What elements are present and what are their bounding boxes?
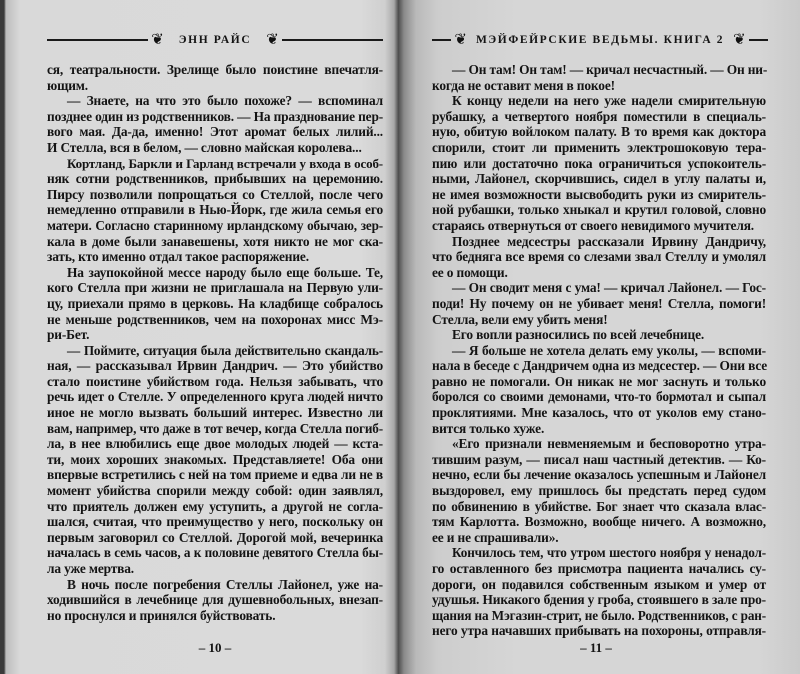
floral-ornament-icon: ❦: [151, 31, 164, 48]
text-line: момент убийства спорили между собой: один заявлял,: [47, 483, 383, 499]
text-line: речь идет о Стелле. У определенного круга людей ничто: [47, 389, 383, 405]
text-line: кала в доме были занавешены, хотя никто не мог ска-: [47, 233, 383, 249]
header-rule: [749, 39, 768, 41]
text-line: иное не могло вызвать больший интерес. Известно ли: [47, 405, 383, 421]
text-line: ти, моих хороших знакомых. Представляете! Оба они: [47, 451, 383, 467]
text-line: ла, в нее влюбились еще двое молодых людей — кста-: [47, 436, 383, 452]
body-text: [432, 62, 766, 639]
text-line: равно не помогали. Он никак не мог заснуть и только: [432, 373, 766, 389]
text-line: Кончилось тем, что утром шестого ноября у ненадол-: [452, 545, 766, 561]
text-line: Кортланд, Баркли и Гарланд встречали у входа в особ-: [67, 155, 383, 171]
text-line: — Он сводит меня с ума! — кричал Лайонел. — Гос-: [452, 280, 766, 296]
text-line: кого Стелла при жизни не приглашала на Первую ули-: [47, 280, 383, 296]
text-line: — Он там! Он там! — кричал несчастный. — Он ни-: [452, 62, 768, 77]
right-page: [398, 0, 800, 674]
text-line: шался, считая, что преимущество у него, поскольку он: [47, 514, 383, 530]
text-line: ри-Бет.: [47, 327, 90, 343]
text-line: впервые встретились с ней на том приеме и едва ли не в: [47, 467, 383, 483]
text-line: позднее один из родственников. — На празднование пер-: [47, 108, 384, 124]
header-title: ЭНН РАЙС: [178, 34, 252, 46]
text-line: не имея возможности высвободить руки из смиритель-: [432, 186, 766, 202]
header-rule: [47, 39, 148, 41]
text-line: К концу недели на него уже надели смирительную: [452, 93, 766, 109]
header-rule: [282, 39, 383, 41]
text-line: Его вопли разносились по всей лечебнице.: [452, 327, 705, 343]
text-line: матери. Согласно старинному ирландскому обычаю, зер-: [47, 217, 383, 233]
text-line: Позднее медсестры рассказали Ирвину Дандричу,: [452, 233, 766, 249]
text-line: ной рубашки, только хныкал и крутил головой, словно: [432, 202, 766, 218]
text-line: ла уже мертва.: [47, 561, 134, 576]
text-line: нечно, если бы лечение оказалось успешным и Лайонел: [432, 467, 766, 483]
text-line: началась в семь часов, а к половине девятого Стелла бы-: [47, 545, 383, 561]
text-line: дороги, он подавился собственным языком и умер от: [432, 576, 766, 592]
text-line: го оставленного без присмотра пациента начались су-: [432, 561, 766, 576]
floral-ornament-icon: ❦: [733, 31, 746, 48]
text-line: спорили, стоит ли применить электрошоковую тера-: [432, 139, 766, 155]
text-line: В ночь после погребения Стеллы Лайонел, уже на-: [67, 576, 383, 592]
text-line: тившим разум, — писал наш частный детектив. — Ко-: [432, 451, 766, 467]
text-line: — Я больше не хотела делать ему уколы, — вспоми-: [452, 342, 766, 358]
page-number: – 11 –: [580, 640, 612, 655]
text-line: няк сотни родственников, прибывших на церемонию.: [47, 171, 383, 187]
text-line: Стелла, вели ему убить меня!: [432, 311, 608, 327]
text-line: — Поймите, ситуация была действительно скандаль-: [67, 342, 383, 358]
text-line: «Его признали невменяемым и бесповоротно утра-: [452, 436, 766, 452]
text-line: ная, — рассказывал Ирвин Дандрич. — Это убийство: [47, 358, 383, 374]
header-title: МЭЙФЕЙРСКИЕ ВЕДЬМЫ. КНИГА 2: [475, 34, 725, 46]
text-line: ходившийся в лечебнице для душевнобольных, внезап-: [47, 592, 383, 608]
floral-ornament-icon: ❦: [266, 31, 279, 48]
text-line: щания на Мэгазин-стрит, не было. Родственников, с ран-: [432, 607, 766, 623]
text-line: поди! Ну почему он не убивает меня! Стелла, помоги!: [432, 295, 766, 311]
running-header: [47, 30, 383, 50]
text-line: вам, например, что даже в тот вечер, когда Стелла погиб-: [47, 420, 383, 436]
text-line: что приятель должен ему уступить, а другой не согла-: [47, 498, 383, 514]
page-number: – 10 –: [198, 640, 232, 655]
text-line: ными, Лайонел, скорчившись, сидел в углу палаты и,: [432, 171, 766, 187]
text-line: немедленно отправили в Нью-Йорк, где жила семья его: [47, 202, 383, 218]
floral-ornament-icon: ❦: [454, 31, 467, 48]
text-line: цу, приехали прямо в церковь. На кладбище собралось: [47, 295, 383, 311]
text-line: удушья. Никакого бдения у гроба, стоявшего в зале про-: [432, 592, 766, 608]
header-rule: [432, 39, 451, 41]
text-line: тям Карлотта. Возможно, вообще ничего. А возможно,: [432, 514, 766, 530]
text-line: ее и не спрашивали».: [432, 529, 559, 545]
text-line: ся, театральности. Зрелище было поистине впечатля-: [47, 62, 383, 77]
text-line: На заупокойной мессе народу было еще больше. Те,: [67, 264, 383, 280]
text-line: стало поистине убийством года. Нельзя забывать, что: [47, 373, 383, 389]
text-line: не меньше родственников, чем на похоронах мисс Мэ-: [47, 311, 383, 327]
text-line: него утра начавших прибывать на похороны, отправля-: [432, 623, 766, 639]
text-line: рубашку, а четвертого ноября поместили в специаль-: [432, 108, 766, 124]
left-page: [0, 0, 398, 674]
text-line: Пирсу позволили попрощаться со Стеллой, после чего: [47, 186, 383, 202]
text-line: пию или достаточно пока ограничиться успокоитель-: [432, 155, 766, 171]
text-line: боролся со своими демонами, что-то бормотал и сыпал: [432, 389, 766, 405]
text-line: когда не оставит меня в покое!: [432, 77, 615, 93]
text-line: И Стелла, вся в белом, — словно майская королева...: [47, 139, 362, 155]
text-line: зать, кто именно отдал такое распоряжение.: [47, 249, 309, 265]
text-line: ющим.: [47, 77, 88, 93]
text-line: но проснулся и принялся буйствовать.: [47, 607, 276, 623]
text-line: ее о помощи.: [432, 264, 508, 280]
text-line: проклятиями. Мне казалось, что от уколов ему стано-: [432, 405, 766, 421]
text-line: выздоровел, ему пришлось бы предстать перед судом: [432, 483, 766, 499]
text-line: вого мая. Да-да, именно! Этот аромат белых лилий...: [47, 124, 383, 140]
text-line: ную, обитую войлоком палату. В то время как доктора: [432, 124, 766, 140]
text-line: — Знаете, на что это было похоже? — вспоминал: [67, 93, 383, 109]
text-line: стараясь отвернуться от своего невидимого мучителя.: [432, 217, 755, 233]
text-line: нала в беседе с Дандричем одна из медсестер. — Они все: [432, 358, 768, 374]
text-line: по обвинению в убийстве. Бог знает что сказала влас-: [432, 498, 766, 514]
body-text: [47, 62, 383, 623]
text-line: первым заговорил со Стеллой. Дорогой мой, вечеринка: [47, 529, 383, 545]
text-line: вится только хуже.: [432, 420, 545, 436]
text-line: что бедняга все время со слезами звал Стеллу и умолял: [432, 249, 766, 265]
running-header: [432, 30, 768, 50]
